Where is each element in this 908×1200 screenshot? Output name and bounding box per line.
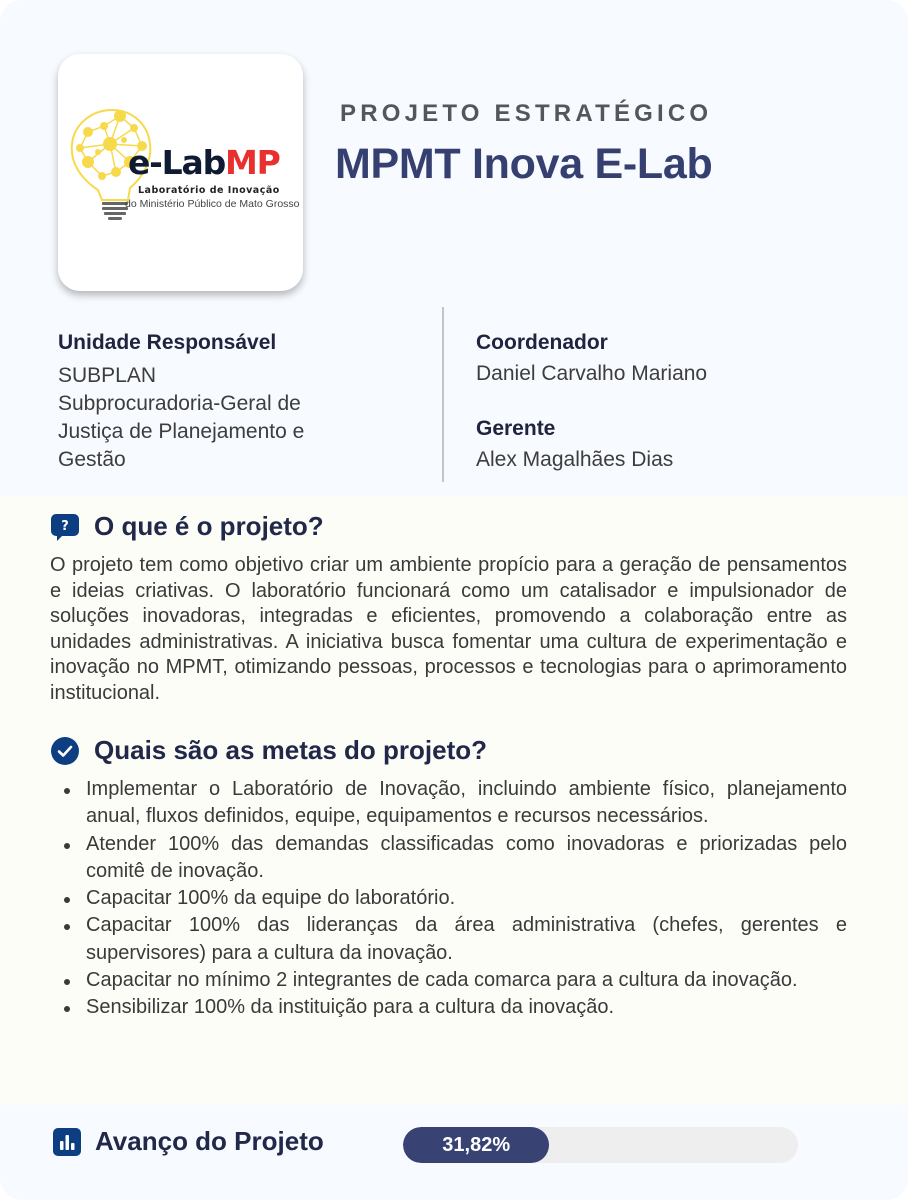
goals-heading: [50, 735, 487, 766]
logo: [58, 54, 303, 291]
responsible-unit-line: Subprocuradoria-Geral de: [58, 392, 301, 415]
bar-chart-icon: [52, 1127, 82, 1157]
divider: [442, 307, 444, 482]
progress-bar: [403, 1127, 798, 1163]
responsible-unit-line: SUBPLAN: [58, 364, 157, 387]
logo-subtitle: do Ministério Público de Mato Grosso: [125, 198, 300, 210]
list-item: Atender 100% das demandas classificadas como inovadoras e priorizadas pelo comitê de inovação.: [50, 831, 847, 886]
list-item: Implementar o Laboratório de Inovação, incluindo ambiente físico, planejamento anual, fluxos definidos, equipe, equipamentos e recursos necessários.: [50, 776, 847, 831]
list-item: Capacitar no mínimo 2 integrantes de cada comarca para a cultura da inovação.: [50, 967, 847, 994]
logo-name-part2: MP: [225, 143, 280, 182]
logo-tagline: Laboratório de Inovação: [138, 185, 280, 196]
goals-heading-text: Quais são as metas do projeto?: [94, 735, 487, 765]
lightbulb-network-icon: [58, 54, 303, 291]
svg-text:e-LabMP: [128, 143, 280, 182]
progress-bar-fill: [403, 1127, 549, 1163]
goals-list: [50, 776, 847, 1022]
coordinator-value: Daniel Carvalho Mariano: [476, 362, 708, 385]
about-heading-text: O que é o projeto?: [94, 511, 324, 541]
responsible-unit-label: Unidade Responsável: [58, 331, 277, 354]
responsible-unit-value: [58, 362, 418, 474]
list-item: Sensibilizar 100% da instituição para a cultura da inovação.: [50, 994, 847, 1021]
manager-label: Gerente: [476, 417, 556, 440]
about-text: O projeto tem como objetivo criar um ambiente propício para a geração de pensamentos e ideias criativas. O laboratório funcionará como um catalisador e impulsionador de soluções inovadoras, integradas e eficientes, promovendo a colaboração entre as unidades administrativas. A iniciativa busca fomentar uma cultura de experimentação e inovação no MPMT, otimizando pessoas, processos e tecnologias para o aprimoramento institucional.: [50, 554, 847, 704]
progress-heading: [52, 1126, 324, 1157]
list-item: Capacitar 100% das lideranças da área administrativa (chefes, gerentes e supervisores) para a cultura da inovação.: [50, 912, 847, 967]
project-kicker: PROJETO ESTRATÉGICO: [340, 100, 713, 127]
question-bubble-icon: [50, 512, 80, 542]
progress-heading-text: Avanço do Projeto: [95, 1126, 324, 1156]
responsible-unit-line: Justiça de Planejamento e: [58, 420, 305, 443]
header-section: [0, 0, 908, 496]
about-heading: [50, 511, 324, 542]
coordinator-label: Coordenador: [476, 331, 608, 354]
responsible-unit: [58, 330, 418, 474]
list-item: Capacitar 100% da equipe do laboratório.: [50, 885, 847, 912]
logo-name-part1: e-Lab: [128, 143, 225, 182]
check-circle-icon: [50, 736, 80, 766]
svg-text:?: ?: [61, 518, 69, 534]
progress-value: 31,82%: [442, 1133, 511, 1156]
page-title: MPMT Inova E-Lab: [335, 140, 713, 188]
manager-value: Alex Magalhães Dias: [476, 448, 674, 471]
people-info: [476, 330, 876, 474]
responsible-unit-line: Gestão: [58, 448, 126, 471]
